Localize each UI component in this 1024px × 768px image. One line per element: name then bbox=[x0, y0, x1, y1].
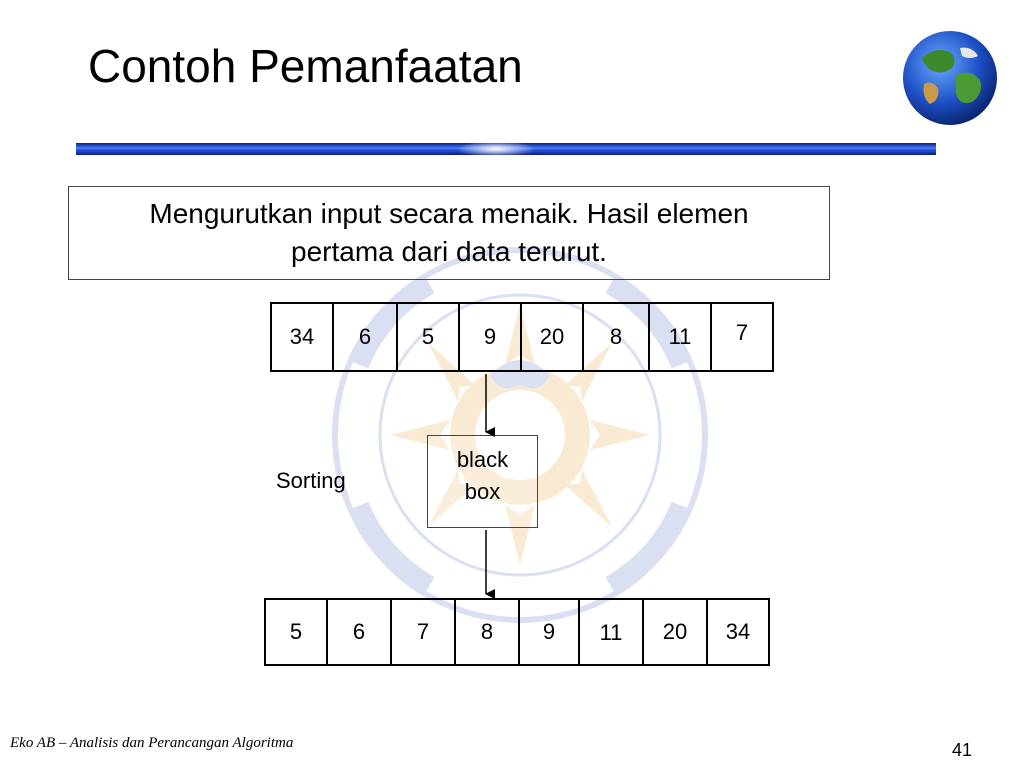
output-cell: 7 bbox=[390, 598, 456, 666]
slide-number: 41 bbox=[952, 740, 973, 760]
title-divider-rule bbox=[76, 141, 936, 157]
input-cell: 20 bbox=[520, 302, 584, 372]
black-box bbox=[427, 435, 538, 528]
input-cell: 7 bbox=[710, 302, 774, 372]
input-cell: 8 bbox=[582, 302, 650, 372]
input-cell: 11 bbox=[648, 302, 712, 372]
description-box bbox=[68, 186, 830, 280]
output-cell: 8 bbox=[454, 598, 520, 666]
footer-text: Eko AB – Analisis dan Perancangan Algoritma bbox=[10, 735, 294, 751]
description-line-2: pertama dari data terurut. bbox=[291, 236, 607, 267]
black-box-label-line-1: black bbox=[456, 447, 509, 472]
output-cell: 34 bbox=[706, 598, 770, 666]
output-cell: 11 bbox=[578, 598, 644, 666]
globe-icon bbox=[900, 28, 1000, 128]
black-box-label-line-2: box bbox=[464, 479, 501, 504]
sorting-label: Sorting bbox=[276, 468, 346, 493]
input-cell: 5 bbox=[396, 302, 460, 372]
output-cell: 9 bbox=[518, 598, 580, 666]
output-cell: 20 bbox=[642, 598, 708, 666]
output-cell: 6 bbox=[326, 598, 392, 666]
input-cell: 34 bbox=[270, 302, 334, 372]
input-cell: 6 bbox=[332, 302, 398, 372]
output-cell: 5 bbox=[264, 598, 328, 666]
slide-title: Contoh Pemanfaatan bbox=[88, 40, 523, 92]
description-line-1: Mengurutkan input secara menaik. Hasil elemen bbox=[149, 198, 749, 229]
input-cell: 9 bbox=[458, 302, 522, 372]
